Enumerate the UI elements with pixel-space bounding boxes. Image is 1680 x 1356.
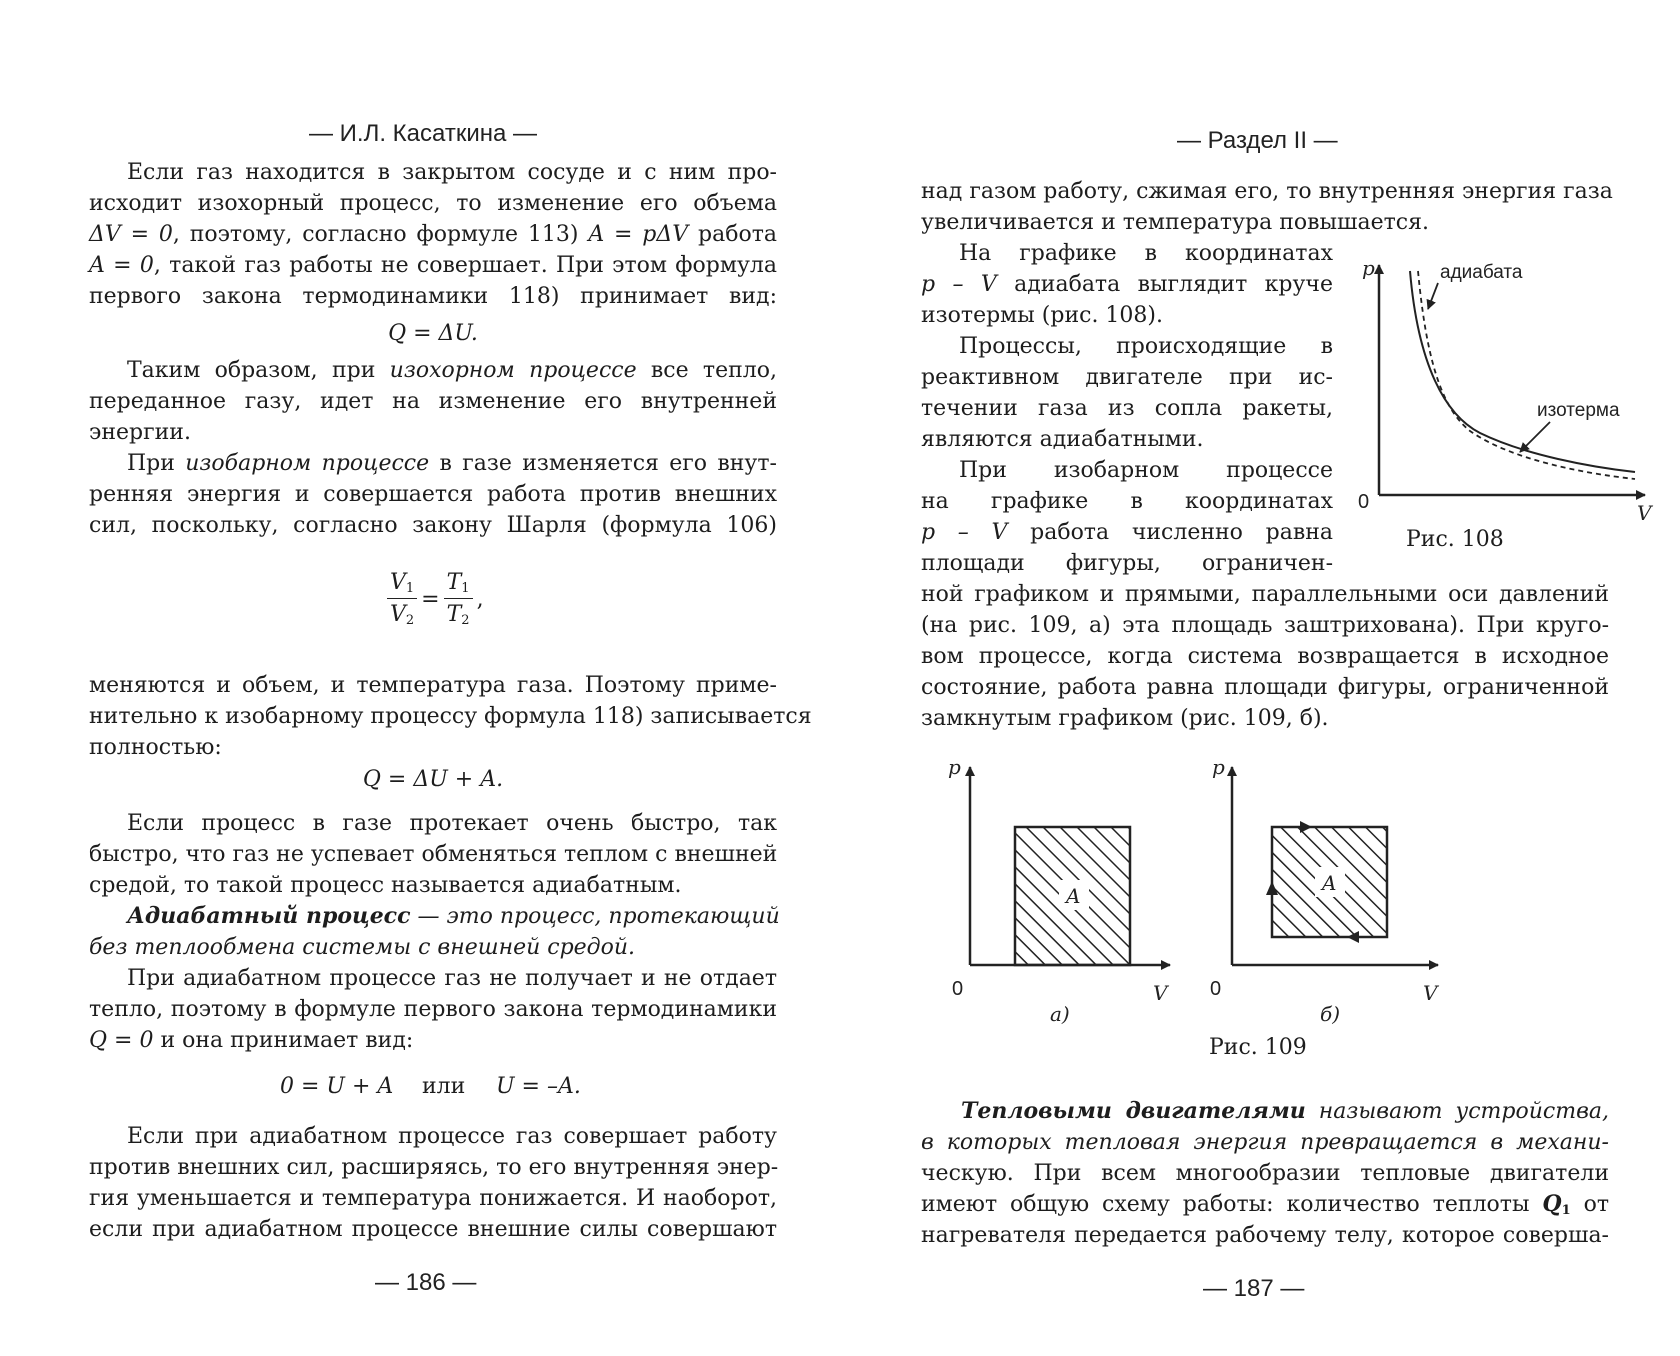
- fraction-v: [387, 570, 417, 628]
- text-line: [921, 269, 1333, 300]
- text-line: течении газа из сопла ракеты,: [921, 396, 1333, 421]
- page-number-left: — 186 —: [375, 1269, 477, 1296]
- var: V: [390, 602, 406, 627]
- text-line: энергии.: [89, 420, 191, 445]
- term-bold: Тепловыми двигателями: [961, 1098, 1306, 1124]
- text-line: [127, 448, 777, 479]
- formula-display: Q = ΔU.: [388, 321, 478, 346]
- area-label: A: [1322, 871, 1337, 895]
- text-line: первого закона термодинамики 118) принимает вид:: [89, 284, 777, 309]
- figure-109-caption: Рис. 109: [1209, 1035, 1307, 1060]
- text-line: Процессы, происходящие в: [959, 334, 1333, 359]
- text-line: ческую. При всем многообразии тепловые двигатели: [921, 1161, 1609, 1186]
- text-line: нительно к изобарному процессу формула 118) записывается: [89, 704, 812, 729]
- text-line: Если процесс в газе протекает очень быстро, так: [127, 811, 777, 836]
- adiabat-curve: [1418, 271, 1635, 479]
- comma: ,: [476, 586, 484, 612]
- equals-sign: =: [421, 586, 440, 612]
- text-span: адиабата выглядит круче: [996, 272, 1333, 297]
- text-line: сил, поскольку, согласно закону Шарля (формула 106): [89, 513, 777, 538]
- fraction-denominator: [387, 599, 417, 628]
- subfigure-label-b: б): [1320, 1002, 1341, 1026]
- isotherm-curve: [1410, 271, 1635, 472]
- page-number-right: — 187 —: [1203, 1275, 1305, 1302]
- formula-inline: ΔV = 0: [89, 222, 173, 247]
- p-axis-label: p: [1212, 755, 1225, 779]
- var: V: [390, 570, 406, 595]
- text-span: и она принимает вид:: [153, 1028, 414, 1053]
- text-span: от: [1570, 1192, 1609, 1217]
- text-line: (на рис. 109, а) эта площадь заштрихована). При круго-: [921, 613, 1609, 638]
- figure-108: [1340, 245, 1670, 530]
- formula-inline: Q = 0: [89, 1028, 154, 1053]
- text-line: ной графиком и прямыми, параллельными оси давлений: [921, 582, 1609, 607]
- text-line: переданное газу, идет на изменение его внутренней: [89, 389, 777, 414]
- text-line: полностью:: [89, 735, 222, 760]
- text-line: [127, 355, 777, 386]
- var: T: [446, 570, 462, 595]
- subfigure-label-a: а): [1050, 1002, 1070, 1026]
- text-span: Таким образом, при: [127, 358, 390, 383]
- v-axis-label: V: [1637, 501, 1652, 525]
- text-line: реактивном двигателе при ис-: [921, 365, 1333, 390]
- text-line: исходит изохорный процесс, то изменение его объема: [89, 191, 777, 216]
- text-line: тепло, поэтому в формуле первого закона термодинамики: [89, 997, 777, 1022]
- formula-inline: p – V: [921, 272, 997, 297]
- formula-display: 0 = U + A: [280, 1074, 394, 1099]
- text-line: [89, 219, 777, 250]
- text-line: являются адиабатными.: [921, 427, 1204, 452]
- text-line: если при адиабатном процессе внешние силы совершают: [89, 1217, 777, 1242]
- definition-text: — это процесс, протекающий: [410, 904, 780, 929]
- text-line: При адиабатном процессе газ не получает и не отдает: [127, 966, 777, 991]
- definition-line: [961, 1096, 1609, 1127]
- var: T: [446, 602, 462, 627]
- p-axis-label: p: [1362, 256, 1375, 280]
- running-header-left: — И.Л. Касаткина —: [309, 120, 537, 147]
- fraction-t: [444, 570, 473, 628]
- text-line: замкнутым графиком (рис. 109, б).: [921, 706, 1329, 731]
- text-line: быстро, что газ не успевает обменяться теплом с внешней: [89, 842, 778, 867]
- text-line: на графике в координатах: [921, 489, 1333, 514]
- formula-inline: A = pΔV: [588, 222, 689, 247]
- definition-line: в которых тепловая энергия превращается в механи-: [921, 1130, 1609, 1155]
- text-span: работа численно равна: [1007, 520, 1333, 545]
- term-italic: изобарном процессе: [185, 451, 430, 476]
- isotherm-pointer: [1520, 422, 1550, 452]
- text-span: работа: [688, 222, 777, 247]
- text-line: над газом работу, сжимая его, то внутренняя энергия газа: [921, 179, 1613, 204]
- subscript: 1: [461, 581, 470, 596]
- subscript: 2: [461, 613, 470, 628]
- text-line: [921, 1189, 1609, 1220]
- charles-law-formula: [383, 570, 484, 628]
- formula-display: U = –A.: [496, 1074, 581, 1099]
- origin-label: 0: [952, 978, 964, 1000]
- text-line: средой, то такой процесс называется адиабатным.: [89, 873, 682, 898]
- text-line: [89, 250, 777, 281]
- isotherm-label: изотерма: [1537, 400, 1620, 421]
- v-axis-label: V: [1153, 981, 1168, 1005]
- v-axis-label: V: [1423, 981, 1438, 1005]
- text-line: против внешних сил, расширяясь, то его внутренняя энер-: [89, 1155, 779, 1180]
- area-label: A: [1066, 884, 1081, 908]
- text-line: [89, 1025, 413, 1056]
- figure-109b: [1210, 755, 1440, 1026]
- text-line: нагревателя передается рабочему телу, которое соверша-: [921, 1223, 1609, 1248]
- text-line: гия уменьшается и температура понижается. И наоборот,: [89, 1186, 777, 1211]
- text-line: На графике в координатах: [959, 241, 1333, 266]
- text-span: имеют общую схему работы: количество теплоты: [921, 1192, 1543, 1217]
- subscript: 1: [1561, 1203, 1571, 1218]
- text-line: Если при адиабатном процессе газ совершает работу: [127, 1124, 777, 1149]
- text-line: ренняя энергия и совершается работа против внешних: [89, 482, 777, 507]
- text-line: площади фигуры, ограничен-: [921, 551, 1333, 576]
- text-span: все тепло,: [636, 358, 777, 383]
- var: Q: [1542, 1191, 1562, 1217]
- text-line: При изобарном процессе: [959, 458, 1333, 483]
- text-line: [921, 517, 1333, 548]
- text-span: в газе изменяется его внут-: [429, 451, 777, 476]
- formula-display: Q = ΔU + A.: [362, 767, 504, 792]
- text-span: , такой газ работы не совершает. При этом формула: [153, 253, 777, 278]
- definition-text: называют устройства,: [1305, 1099, 1610, 1124]
- formula-inline: A = 0: [89, 253, 154, 278]
- formula-inline: p – V: [921, 520, 1008, 545]
- adiabat-pointer: [1428, 283, 1438, 309]
- text-span: При: [127, 451, 186, 476]
- term-italic: изохорном процессе: [389, 358, 637, 383]
- figure-108-caption: Рис. 108: [1406, 527, 1504, 552]
- text-line: меняются и объем, и температура газа. Поэтому приме-: [89, 673, 777, 698]
- figure-109a: [948, 755, 1170, 1026]
- text-line: увеличивается и температура повышается.: [921, 210, 1429, 235]
- definition-line: [127, 901, 780, 932]
- p-axis-label: p: [948, 755, 961, 779]
- text-span: , поэтому, согласно формуле 113): [172, 222, 589, 247]
- right-page: [840, 0, 1680, 1356]
- fraction-numerator: [387, 570, 417, 599]
- adiabat-label: адиабата: [1440, 262, 1523, 283]
- origin-label: 0: [1358, 491, 1370, 513]
- figure-109: [948, 755, 1490, 1035]
- text-line: Если газ находится в закрытом сосуде и с ним про-: [127, 160, 777, 185]
- definition-line: без теплообмена системы с внешней средой.: [89, 935, 636, 960]
- fraction-numerator: [444, 570, 473, 599]
- fraction-denominator: [444, 599, 473, 628]
- formula-connector: или: [422, 1074, 466, 1099]
- subscript: 1: [405, 581, 415, 596]
- formula-inline: [1542, 1191, 1570, 1217]
- text-line: вом процессе, когда система возвращается в исходное: [921, 644, 1609, 669]
- text-line: состояние, работа равна площади фигуры, ограниченной: [921, 675, 1609, 700]
- text-line: изотермы (рис. 108).: [921, 303, 1163, 328]
- origin-label: 0: [1210, 978, 1222, 1000]
- running-header-right: — Раздел II —: [1177, 127, 1338, 154]
- term-bold: Адиабатный процесс: [127, 903, 411, 929]
- subscript: 2: [405, 613, 415, 628]
